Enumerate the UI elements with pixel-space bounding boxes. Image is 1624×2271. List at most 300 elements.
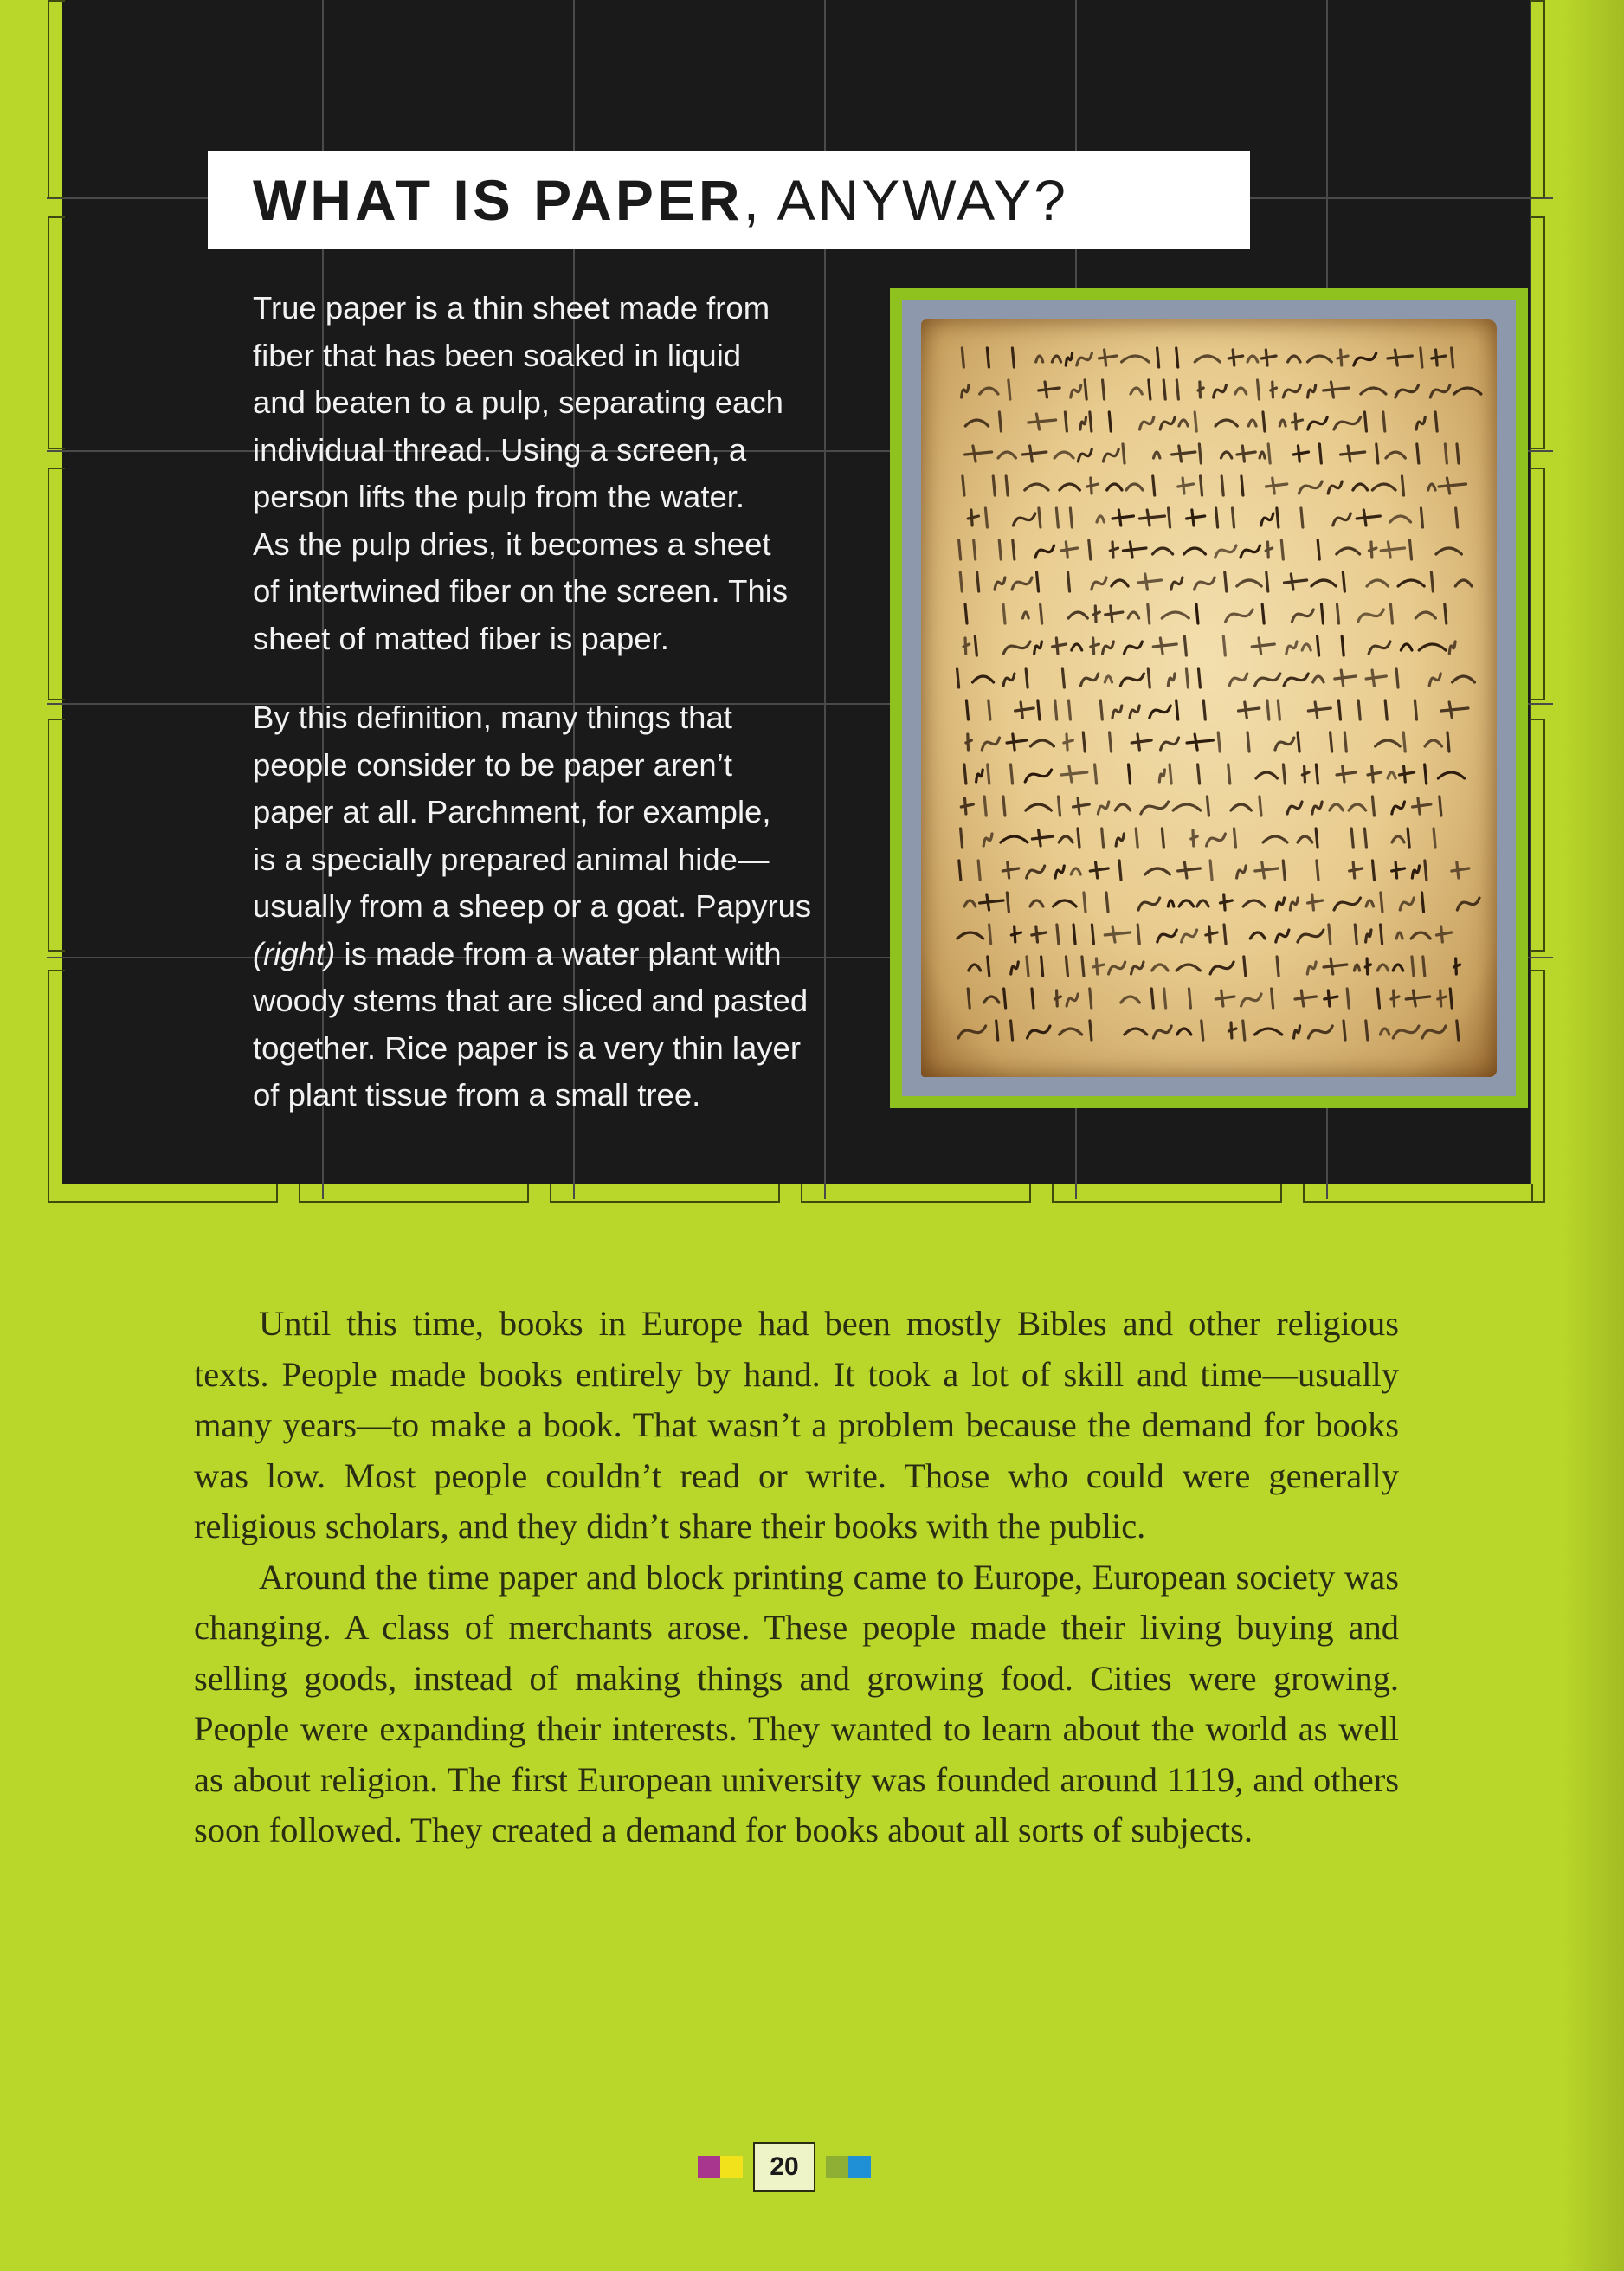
script-stroke — [1011, 1021, 1013, 1040]
script-stroke — [1438, 990, 1447, 1006]
script-stroke — [1066, 957, 1067, 976]
script-stroke — [1215, 990, 1234, 1006]
script-stroke — [1430, 385, 1450, 397]
script-stroke — [982, 738, 999, 750]
script-stroke — [1041, 604, 1042, 623]
script-stroke — [1218, 732, 1220, 752]
sidebar-title — [253, 168, 1068, 232]
script-stroke — [1011, 926, 1021, 942]
script-stroke — [1329, 925, 1331, 944]
script-stroke — [1358, 610, 1384, 622]
script-stroke — [1028, 1026, 1050, 1038]
text-line: By this definition, many things that — [253, 700, 732, 735]
script-stroke — [1013, 513, 1034, 526]
script-stroke — [1263, 836, 1287, 842]
script-stroke — [1202, 1021, 1203, 1040]
script-stroke — [1237, 580, 1261, 586]
script-stroke — [1125, 1029, 1147, 1035]
script-stroke — [1321, 604, 1323, 623]
script-stroke — [1078, 449, 1092, 461]
script-stroke — [1150, 706, 1170, 718]
script-stroke — [1247, 732, 1249, 752]
script-stroke — [980, 894, 1003, 910]
frame-tab — [550, 1184, 780, 1203]
script-stroke — [1041, 957, 1043, 976]
script-stroke — [1338, 700, 1340, 719]
script-stroke — [1366, 1021, 1368, 1040]
color-marker-square — [720, 2156, 743, 2178]
script-stroke — [1097, 516, 1104, 522]
script-stroke — [1308, 1026, 1332, 1038]
script-stroke — [978, 861, 980, 880]
script-stroke — [1148, 668, 1150, 687]
script-stroke — [1182, 930, 1197, 942]
frame-tab — [1530, 719, 1545, 952]
text-line: As the pulp dries, it becomes a sheet — [253, 526, 771, 562]
script-stroke — [1197, 900, 1208, 906]
script-stroke — [1087, 478, 1099, 494]
script-stroke — [1093, 606, 1099, 622]
script-stroke — [1039, 508, 1041, 527]
script-stroke — [1311, 580, 1336, 586]
script-stroke — [1054, 452, 1073, 458]
script-stroke — [1252, 638, 1274, 654]
script-stroke — [1367, 580, 1388, 586]
frame-tab — [48, 468, 65, 700]
script-stroke — [1435, 412, 1437, 431]
script-stroke — [1119, 861, 1121, 880]
script-stroke — [1112, 706, 1122, 718]
color-marker-square — [826, 2156, 848, 2178]
script-stroke — [1098, 802, 1108, 814]
page-footer — [698, 2141, 871, 2193]
script-stroke — [1226, 610, 1253, 622]
script-stroke — [1293, 446, 1308, 461]
script-stroke — [1429, 674, 1440, 686]
script-stroke — [1368, 766, 1382, 782]
script-stroke — [1168, 900, 1174, 906]
script-stroke — [1221, 452, 1231, 458]
script-stroke — [965, 604, 967, 623]
script-stroke — [1334, 898, 1360, 910]
script-stroke — [1170, 765, 1171, 784]
script-stroke — [1456, 508, 1458, 527]
papyrus-image — [921, 319, 1497, 1077]
script-stroke — [999, 540, 1001, 559]
script-stroke — [1032, 830, 1053, 846]
page-number: 20 — [753, 2142, 815, 2192]
script-stroke — [1261, 350, 1276, 365]
script-stroke — [1013, 540, 1015, 559]
script-stroke — [973, 676, 994, 682]
script-stroke — [1445, 604, 1447, 623]
script-stroke — [1388, 350, 1412, 365]
script-stroke — [1262, 604, 1264, 623]
script-stroke — [1052, 356, 1060, 362]
script-stroke — [998, 452, 1015, 458]
page-edge-shadow — [1563, 0, 1624, 2271]
script-stroke — [1372, 861, 1374, 880]
script-stroke — [1159, 770, 1164, 782]
script-stroke — [1105, 926, 1130, 942]
script-stroke — [1103, 449, 1118, 461]
script-stroke — [1298, 732, 1299, 752]
script-stroke — [1164, 989, 1166, 1008]
script-stroke — [1445, 444, 1447, 463]
script-stroke — [974, 540, 976, 559]
script-stroke — [1307, 962, 1316, 974]
script-stroke — [1294, 1026, 1300, 1038]
script-stroke — [1073, 925, 1075, 944]
script-stroke — [1054, 990, 1060, 1006]
sidebar-title-banner — [208, 151, 1250, 249]
script-stroke — [1423, 957, 1425, 976]
text-line: sheet of matted fiber is paper. — [253, 620, 669, 656]
script-stroke — [1283, 385, 1300, 397]
script-stroke — [1292, 414, 1302, 429]
script-stroke — [1007, 893, 1009, 912]
script-stroke — [1233, 508, 1234, 527]
script-stroke — [1354, 965, 1359, 971]
script-stroke — [1295, 990, 1316, 1006]
script-stroke — [1224, 925, 1226, 944]
script-stroke — [1090, 412, 1092, 431]
script-stroke — [1068, 612, 1087, 618]
script-stroke — [1084, 893, 1086, 912]
script-stroke — [1136, 829, 1137, 848]
script-stroke — [1078, 829, 1079, 848]
script-stroke — [1425, 740, 1441, 746]
script-stroke — [1308, 417, 1327, 429]
script-stroke — [1006, 476, 1008, 495]
script-stroke — [1316, 829, 1318, 848]
script-stroke — [1318, 636, 1319, 655]
script-stroke — [1100, 700, 1102, 719]
script-stroke — [1137, 925, 1139, 944]
text-line-rest: is made from a water plant with — [344, 935, 782, 971]
script-stroke — [1277, 508, 1279, 527]
script-stroke — [1130, 706, 1139, 718]
script-stroke — [1391, 990, 1399, 1006]
script-stroke — [1216, 508, 1218, 527]
script-stroke — [976, 770, 983, 782]
script-stroke — [1432, 350, 1446, 365]
script-stroke — [1243, 900, 1265, 906]
script-stroke — [1022, 446, 1046, 461]
script-stroke — [1401, 644, 1412, 650]
script-stroke — [1179, 420, 1188, 426]
body-paragraph-2: Around the time paper and block printing came to Europe, European society was changing. A class of merchants arose. These people made their living buying and selling goods, instead of making things and growing food. Cities were growing. People were expanding their interests. They wanted to learn about the world as well as about religion. The first European university was founded around 1119, and others soon followed. They created a demand for books about all sorts of subjects. — [194, 1557, 1399, 1849]
script-stroke — [1243, 1021, 1245, 1040]
script-stroke — [961, 798, 973, 814]
script-stroke — [1266, 572, 1268, 591]
script-stroke — [1116, 834, 1124, 846]
script-stroke — [1153, 548, 1173, 554]
script-stroke — [1406, 990, 1429, 1006]
script-stroke — [1354, 353, 1376, 365]
script-stroke — [1383, 412, 1385, 431]
script-stroke — [1381, 893, 1382, 912]
script-stroke — [1438, 772, 1464, 778]
title-bold-part: WHAT IS PAPER — [253, 168, 744, 232]
script-stroke — [1361, 388, 1386, 394]
script-stroke — [957, 932, 983, 939]
script-stroke — [1125, 642, 1143, 654]
papyrus-image-frame — [890, 288, 1528, 1108]
script-stroke — [1258, 380, 1260, 399]
script-stroke — [1011, 765, 1013, 784]
script-stroke — [962, 348, 963, 367]
script-stroke — [1115, 804, 1130, 810]
script-stroke — [1151, 989, 1153, 1008]
script-stroke — [1290, 898, 1298, 910]
script-stroke — [969, 965, 981, 971]
script-stroke — [1105, 606, 1123, 622]
script-stroke — [966, 734, 971, 750]
script-stroke — [1038, 700, 1040, 719]
script-stroke — [1028, 414, 1056, 429]
script-stroke — [1191, 830, 1197, 846]
script-stroke — [1388, 772, 1395, 778]
script-stroke — [1199, 444, 1201, 463]
script-stroke — [1061, 542, 1078, 558]
script-stroke — [1247, 356, 1258, 362]
script-stroke — [1353, 484, 1368, 490]
script-stroke — [1123, 444, 1125, 463]
script-stroke — [1003, 797, 1005, 816]
script-stroke — [1138, 574, 1162, 590]
script-stroke — [1260, 797, 1261, 816]
script-stroke — [987, 348, 989, 367]
script-stroke — [1160, 417, 1175, 429]
frame-tab — [299, 1184, 529, 1203]
script-stroke — [1302, 644, 1311, 650]
script-stroke — [1053, 638, 1067, 654]
script-stroke — [1428, 484, 1435, 490]
script-stroke — [1228, 765, 1230, 784]
script-stroke — [988, 957, 989, 976]
script-stroke — [1421, 348, 1422, 367]
script-stroke — [1395, 385, 1418, 397]
script-stroke — [1198, 382, 1203, 397]
script-stroke — [1055, 700, 1057, 719]
script-stroke — [1316, 765, 1318, 784]
script-stroke — [1092, 925, 1093, 944]
script-stroke — [1434, 829, 1435, 848]
script-stroke — [1287, 802, 1302, 814]
script-stroke — [1298, 836, 1312, 842]
script-stroke — [1284, 674, 1308, 686]
script-stroke — [995, 577, 1005, 590]
script-stroke — [1277, 957, 1279, 976]
script-stroke — [1025, 484, 1048, 490]
script-stroke — [1153, 476, 1155, 495]
script-stroke — [1157, 348, 1159, 367]
script-stroke — [957, 668, 959, 687]
script-stroke — [1235, 388, 1247, 394]
script-stroke — [1201, 476, 1202, 495]
script-stroke — [1106, 893, 1108, 912]
script-stroke — [1036, 356, 1043, 362]
script-stroke — [1068, 572, 1070, 591]
script-stroke — [1110, 542, 1118, 558]
sidebar-paragraph-2 — [253, 694, 859, 1119]
script-stroke — [1344, 732, 1346, 752]
script-stroke — [1283, 765, 1285, 784]
script-stroke — [1153, 638, 1176, 654]
script-stroke — [1377, 965, 1388, 971]
papyrus-hieratic-script — [921, 319, 1497, 1077]
text-line: woody stems that are sliced and pasted — [253, 983, 809, 1018]
script-stroke — [1195, 356, 1220, 362]
script-stroke — [1453, 958, 1460, 974]
script-stroke — [968, 510, 978, 526]
script-stroke — [1260, 452, 1265, 458]
frame-tab — [801, 1184, 1031, 1203]
script-stroke — [1023, 612, 1029, 618]
script-stroke — [1415, 612, 1435, 618]
script-stroke — [959, 540, 961, 559]
script-stroke — [1256, 772, 1277, 778]
script-stroke — [1189, 989, 1190, 1008]
text-line — [253, 931, 859, 978]
script-stroke — [1131, 962, 1144, 974]
script-stroke — [1385, 700, 1387, 719]
script-stroke — [963, 476, 964, 495]
color-marker-square — [848, 2156, 871, 2178]
text-line: usually from a sheep or a goat. Papyrus — [253, 888, 812, 924]
script-stroke — [1162, 612, 1189, 618]
script-stroke — [1366, 670, 1386, 686]
script-stroke — [1440, 797, 1441, 816]
script-stroke — [1344, 1021, 1345, 1040]
script-stroke — [1172, 446, 1195, 461]
script-stroke — [989, 700, 990, 719]
script-stroke — [1057, 925, 1059, 944]
script-stroke — [1176, 700, 1178, 719]
script-stroke — [1283, 861, 1285, 880]
script-stroke — [1095, 765, 1097, 784]
frame-tab — [1530, 0, 1545, 198]
script-stroke — [1184, 636, 1186, 655]
script-stroke — [1298, 930, 1324, 942]
script-stroke — [1077, 353, 1092, 365]
script-stroke — [1112, 510, 1133, 526]
script-stroke — [1225, 572, 1227, 591]
script-stroke — [1123, 542, 1146, 558]
script-stroke — [1030, 900, 1043, 906]
script-stroke — [1210, 962, 1234, 974]
script-stroke — [1422, 893, 1424, 912]
text-line: of intertwined fiber on the screen. This — [253, 573, 789, 609]
frame-tab — [48, 970, 65, 1203]
script-stroke — [1337, 548, 1360, 554]
script-stroke — [1173, 804, 1201, 810]
script-stroke — [958, 1026, 986, 1038]
script-stroke — [1060, 484, 1079, 490]
sidebar-paragraph-1 — [253, 285, 859, 662]
script-stroke — [1027, 957, 1028, 976]
script-stroke — [1255, 862, 1279, 878]
script-stroke — [1319, 444, 1321, 463]
script-stroke — [1333, 513, 1351, 526]
script-stroke — [1390, 516, 1411, 522]
script-stroke — [1413, 798, 1431, 814]
script-stroke — [1176, 348, 1178, 367]
script-stroke — [1275, 738, 1294, 750]
script-stroke — [1299, 481, 1322, 494]
script-stroke — [1093, 958, 1105, 974]
script-stroke — [1337, 350, 1348, 365]
script-stroke — [1090, 862, 1108, 878]
script-stroke — [1347, 989, 1349, 1008]
script-stroke — [1355, 925, 1357, 944]
text-line: True paper is a thin sheet made from — [253, 290, 770, 326]
script-stroke — [1393, 965, 1402, 971]
text-line: fiber that has been soaked in liquid — [253, 337, 742, 373]
script-stroke — [1239, 702, 1260, 718]
italic-right-label: (right) — [253, 935, 336, 971]
script-stroke — [1080, 417, 1086, 429]
script-stroke — [1266, 478, 1287, 494]
script-stroke — [1110, 732, 1112, 752]
script-stroke — [1441, 702, 1468, 718]
frame-tab — [1530, 468, 1545, 700]
script-stroke — [1237, 446, 1255, 461]
script-stroke — [1350, 862, 1363, 878]
script-stroke — [1396, 668, 1398, 687]
script-stroke — [1196, 604, 1198, 623]
script-stroke — [1402, 476, 1403, 495]
text-line: and beaten to a pulp, separating each — [253, 384, 783, 420]
script-stroke — [1272, 989, 1273, 1008]
script-stroke — [1176, 965, 1200, 971]
script-stroke — [1177, 1029, 1191, 1035]
script-stroke — [1278, 700, 1279, 719]
script-stroke — [1337, 604, 1339, 623]
script-stroke — [1380, 1029, 1389, 1035]
script-stroke — [1419, 644, 1446, 650]
script-stroke — [1061, 766, 1087, 782]
script-stroke — [1457, 898, 1479, 910]
script-stroke — [964, 765, 966, 784]
script-stroke — [1025, 770, 1051, 782]
script-stroke — [1099, 350, 1117, 365]
text-line: of plant tissue from a small tree. — [253, 1077, 701, 1113]
script-stroke — [1417, 444, 1419, 463]
script-stroke — [1140, 417, 1154, 429]
script-stroke — [1129, 765, 1131, 784]
script-stroke — [962, 385, 969, 397]
script-stroke — [1128, 612, 1138, 618]
script-stroke — [1032, 989, 1034, 1008]
script-stroke — [959, 861, 961, 880]
script-stroke — [1073, 798, 1090, 814]
script-stroke — [1161, 738, 1179, 750]
script-stroke — [1399, 766, 1414, 782]
script-stroke — [1228, 1023, 1236, 1038]
script-stroke — [965, 446, 992, 461]
script-stroke — [1421, 508, 1422, 527]
script-stroke — [1268, 444, 1270, 463]
script-stroke — [1447, 732, 1449, 752]
script-stroke — [1065, 412, 1067, 431]
script-stroke — [1207, 797, 1208, 816]
script-stroke — [1241, 476, 1243, 495]
text-line: together. Rice paper is a very thin layer — [253, 1029, 801, 1066]
script-stroke — [1131, 388, 1142, 394]
script-stroke — [1261, 513, 1273, 526]
